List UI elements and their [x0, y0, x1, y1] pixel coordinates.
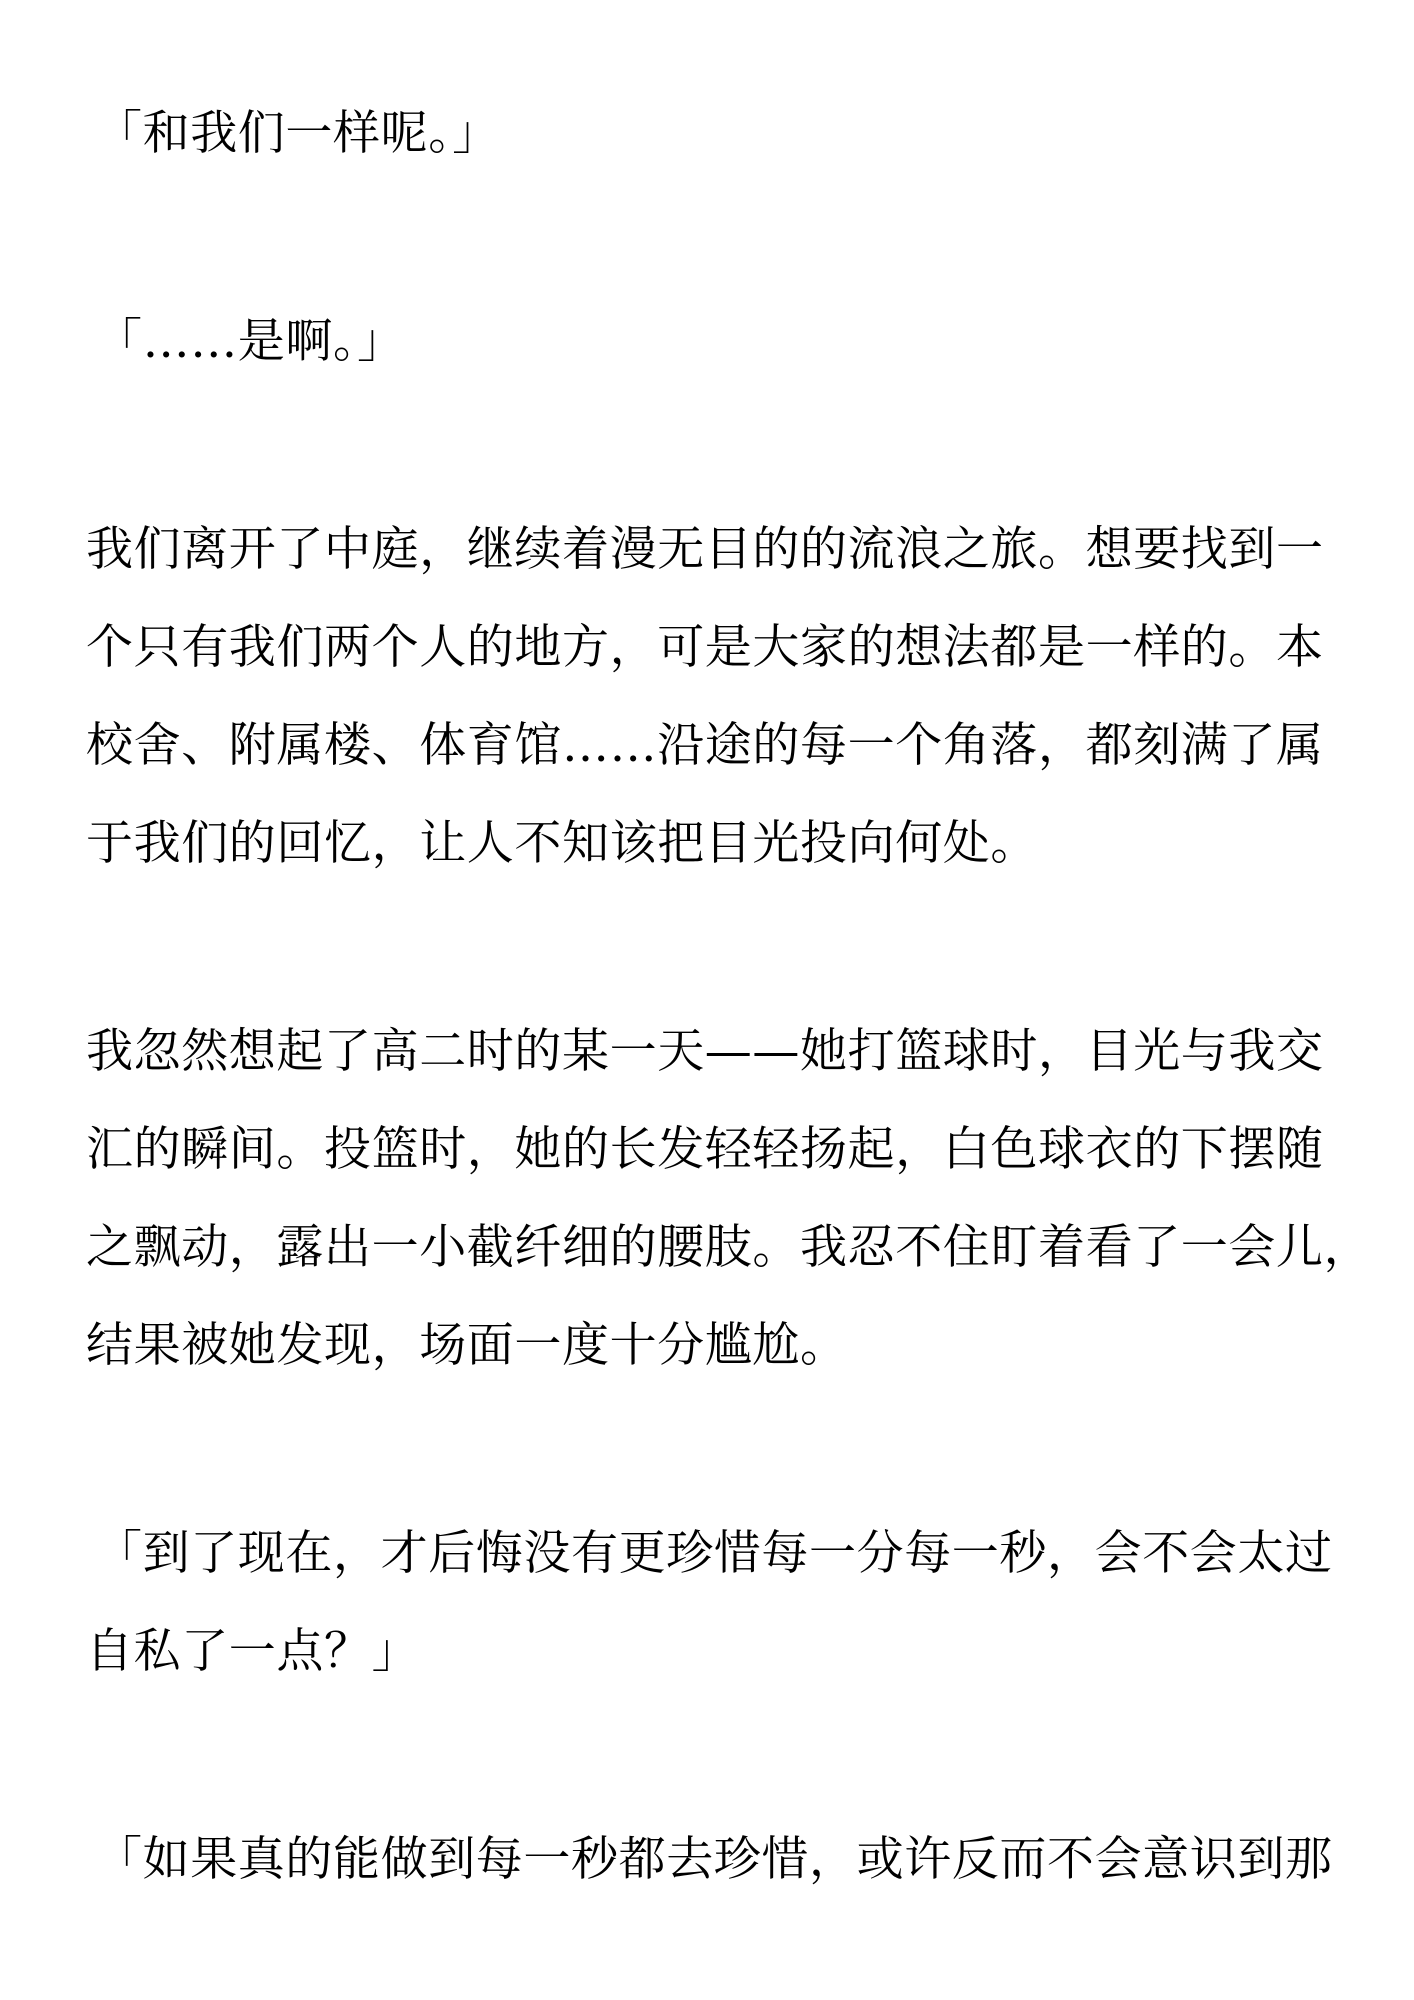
paragraph-1-line-2: 个只有我们两个人的地方，可是大家的想法都是一样的。本 [86, 620, 1324, 675]
paragraph-2-line-3: 之飘动，露出一小截纤细的腰肢。我忍不住盯着看了一会儿， [86, 1220, 1372, 1275]
paragraph-1-line-3: 校舍、附属楼、体育馆……沿途的每一个角落，都刻满了属 [86, 718, 1324, 773]
paragraph-2-line-4: 结果被她发现，场面一度十分尴尬。 [86, 1318, 848, 1373]
paragraph-2-line-1: 我忽然想起了高二时的某一天——她打篮球时，目光与我交 [86, 1024, 1324, 1079]
dialogue-line-4: 「如果真的能做到每一秒都去珍惜，或许反而不会意识到那 [95, 1832, 1333, 1887]
dialogue-line-3-part-1: 「到了现在，才后悔没有更珍惜每一分每一秒，会不会太过 [95, 1526, 1333, 1581]
dialogue-line-2: 「……是啊。」 [95, 314, 405, 369]
paragraph-2-line-2: 汇的瞬间。投篮时，她的长发轻轻扬起，白色球衣的下摆随 [86, 1122, 1324, 1177]
paragraph-1-line-1: 我们离开了中庭，继续着漫无目的的流浪之旅。想要找到一 [86, 522, 1324, 577]
paragraph-1-line-4: 于我们的回忆，让人不知该把目光投向何处。 [86, 816, 1038, 871]
dialogue-line-1: 「和我们一样呢。」 [95, 106, 500, 161]
dialogue-line-3-part-2: 自私了一点？」 [86, 1624, 420, 1679]
